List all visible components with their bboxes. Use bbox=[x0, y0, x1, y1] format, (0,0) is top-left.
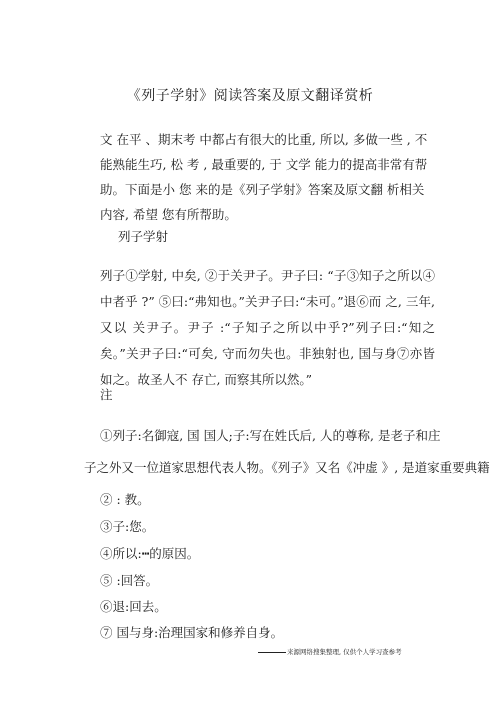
note-line: 子之外又一位道家思想代表人物。《列子》又名《冲虚 》, 是道家重要典籍 bbox=[84, 460, 490, 475]
note-line: ② : 教。 bbox=[100, 492, 150, 507]
footer-dash bbox=[258, 652, 286, 653]
note-line: ⑥退:回去。 bbox=[100, 599, 167, 614]
footer-note bbox=[258, 647, 402, 656]
note-line: ⑤ :回答。 bbox=[100, 573, 159, 588]
note-line: ①列子:名御寇, 国 国人;子:写在姓氏后, 人的尊称, 是老子和庄 bbox=[100, 428, 441, 443]
note-line: ⑦ 国与身:治理国家和修养自身。 bbox=[100, 625, 284, 640]
note-line: ③子:您。 bbox=[100, 519, 155, 534]
section-heading: 列子学射 bbox=[118, 229, 169, 244]
page-title: 《列子学射》阅读答案及原文翻译赏析 bbox=[126, 88, 374, 104]
notes-heading: 注 bbox=[100, 387, 113, 402]
intro-paragraph: 文 在平 、期末考 中都占有很大的比重, 所以, 多做一些 , 不 能熟能生巧, 松 考 , 最重要的, 于 文学 能力的提高非常有帮助。下面是小 您 来的是《列子学射》答案及原文翻 析相关内容, 希望 您有所帮助。 bbox=[100, 132, 428, 222]
note-line: ④所以:┅的原因。 bbox=[100, 546, 200, 561]
footer-text: 来源网络搜集整理, 仅供个人学习查参考 bbox=[287, 648, 402, 656]
original-text-paragraph: 列子①学射, 中矣, ②于关尹子。尹子曰: “子③知子之所以④中者乎 ?” ⑤曰:“弗知也。”关尹子曰:“未可。”退⑥而 之, 三年, 又以 关尹子。尹子 :“子知子之所以中乎?”列子曰:“知之矣。”关尹子曰:“可矣, 守而勿失也。非独射也, 国与身⑦亦皆如之。故圣人不 存亡, 而察其所以然。” bbox=[100, 268, 435, 387]
